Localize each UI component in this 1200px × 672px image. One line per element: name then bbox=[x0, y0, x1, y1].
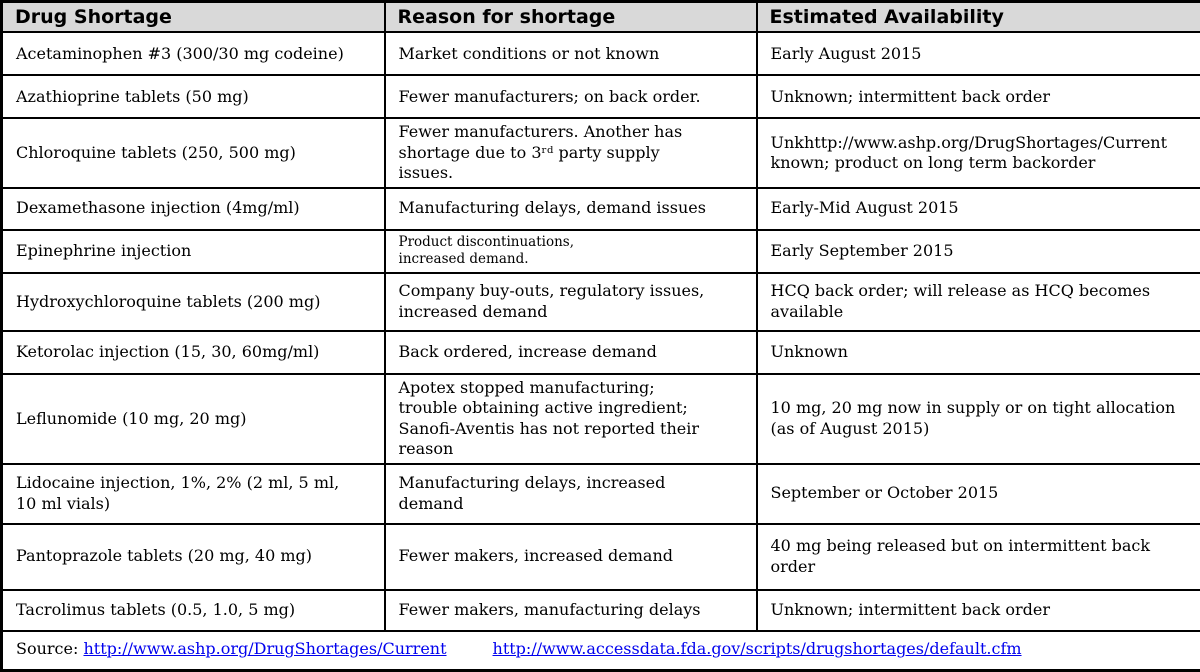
table-row bbox=[2, 464, 1200, 524]
availability-cell: Unknown; intermittent back order bbox=[757, 75, 1200, 118]
table-row bbox=[2, 273, 1200, 331]
table-row bbox=[2, 32, 1200, 75]
reason-cell: Company buy-outs, regulatory issues, increased demand bbox=[385, 273, 757, 331]
availability-cell: September or October 2015 bbox=[757, 464, 1200, 524]
drug-cell: Ketorolac injection (15, 30, 60mg/ml) bbox=[2, 331, 385, 374]
source-cell bbox=[2, 631, 1200, 671]
reason-cell: Fewer manufacturers. Another has shortage due to 3ʳᵈ party supply issues. bbox=[385, 118, 757, 187]
drug-cell: Hydroxychloroquine tablets (200 mg) bbox=[2, 273, 385, 331]
reason-cell: Fewer makers, increased demand bbox=[385, 524, 757, 590]
source-label: Source: bbox=[16, 639, 78, 658]
reason-cell: Back ordered, increase demand bbox=[385, 331, 757, 374]
availability-cell: Unknown; intermittent back order bbox=[757, 590, 1200, 631]
table-row bbox=[2, 590, 1200, 631]
drug-cell: Dexamethasone injection (4mg/ml) bbox=[2, 188, 385, 230]
header-row bbox=[2, 2, 1200, 33]
availability-cell: Unknown bbox=[757, 331, 1200, 374]
availability-cell: 40 mg being released but on intermittent back order bbox=[757, 524, 1200, 590]
drug-cell: Azathioprine tablets (50 mg) bbox=[2, 75, 385, 118]
drug-cell: Tacrolimus tablets (0.5, 1.0, 5 mg) bbox=[2, 590, 385, 631]
drug-cell: Lidocaine injection, 1%, 2% (2 ml, 5 ml, 10 ml vials) bbox=[2, 464, 385, 524]
table-row bbox=[2, 331, 1200, 374]
table-row bbox=[2, 188, 1200, 230]
table-row bbox=[2, 230, 1200, 273]
reason-cell: Market conditions or not known bbox=[385, 32, 757, 75]
availability-cell: Early August 2015 bbox=[757, 32, 1200, 75]
table-row bbox=[2, 75, 1200, 118]
table-row bbox=[2, 118, 1200, 187]
reason-cell: Product discontinuations, increased demand. bbox=[385, 230, 757, 273]
source-link-ashp[interactable]: http://www.ashp.org/DrugShortages/Current bbox=[83, 639, 446, 658]
availability-cell: Early-Mid August 2015 bbox=[757, 188, 1200, 230]
table-row bbox=[2, 374, 1200, 464]
availability-cell: 10 mg, 20 mg now in supply or on tight allocation (as of August 2015) bbox=[757, 374, 1200, 464]
col-header-reason: Reason for shortage bbox=[385, 2, 757, 33]
col-header-drug-shortage: Drug Shortage bbox=[2, 2, 385, 33]
availability-cell: Early September 2015 bbox=[757, 230, 1200, 273]
source-row bbox=[2, 631, 1200, 671]
reason-cell: Apotex stopped manufacturing; trouble obtaining active ingredient; Sanofi-Aventis has not reported their reason bbox=[385, 374, 757, 464]
source-link-fda[interactable]: http://www.accessdata.fda.gov/scripts/drugshortages/default.cfm bbox=[493, 639, 1022, 658]
drug-cell: Epinephrine injection bbox=[2, 230, 385, 273]
col-header-availability: Estimated Availability bbox=[757, 2, 1200, 33]
availability-cell: Unkhttp://www.ashp.org/DrugShortages/Current known; product on long term backorder bbox=[757, 118, 1200, 187]
availability-cell: HCQ back order; will release as HCQ becomes available bbox=[757, 273, 1200, 331]
reason-cell: Fewer manufacturers; on back order. bbox=[385, 75, 757, 118]
drug-cell: Leflunomide (10 mg, 20 mg) bbox=[2, 374, 385, 464]
reason-cell: Manufacturing delays, increased demand bbox=[385, 464, 757, 524]
table-row bbox=[2, 524, 1200, 590]
drug-cell: Chloroquine tablets (250, 500 mg) bbox=[2, 118, 385, 187]
drug-cell: Pantoprazole tablets (20 mg, 40 mg) bbox=[2, 524, 385, 590]
reason-cell: Fewer makers, manufacturing delays bbox=[385, 590, 757, 631]
reason-cell: Manufacturing delays, demand issues bbox=[385, 188, 757, 230]
drug-cell: Acetaminophen #3 (300/30 mg codeine) bbox=[2, 32, 385, 75]
